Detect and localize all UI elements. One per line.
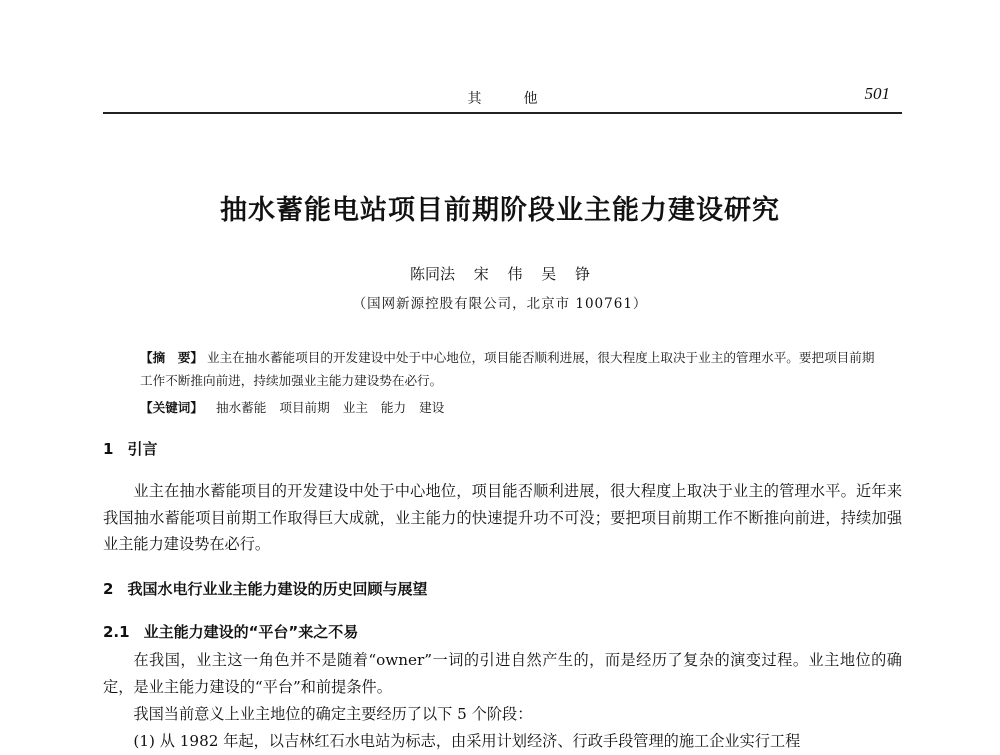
authors: 陈同法 宋 伟 吴 铮 — [409, 265, 591, 283]
paper-title: 抽水蓄能电站项目前期阶段业主能力建设研究 — [220, 195, 780, 226]
abstract — [140, 346, 875, 392]
keywords-text: 抽水蓄能 项目前期 业主 能力 建设 — [215, 400, 445, 415]
section-title: 引言 — [127, 440, 158, 458]
paragraph-2-1-b: 我国当前意义上业主地位的确定主要经历了以下 5 个阶段： — [133, 705, 533, 723]
running-head — [103, 84, 902, 112]
section-title: 我国水电行业业主能力建设的历史回顾与展望 — [127, 580, 428, 598]
section-number: 1 — [103, 440, 114, 458]
paragraph-intro: 业主在抽水蓄能项目的开发建设中处于中心地位，项目能否顺利进展，很大程度上取决于业主的管理水平。近年来我国抽水蓄能项目前期工作取得巨大成就，业主能力的快速提升功不可没；要把项目前期工作不断推向前进，持续加强业主能力建设势在必行。 — [103, 482, 902, 553]
paragraph-2-1-a: 在我国，业主这一角色并不是随着“owner”一词的引进自然产生的，而是经历了复杂的演变过程。业主地位的确定，是业主能力建设的“平台”和前提条件。 — [103, 651, 902, 696]
section-heading-1 — [103, 438, 157, 459]
header-rule — [103, 112, 902, 114]
abstract-text: 业主在抽水蓄能项目的开发建设中处于中心地位，项目能否顺利进展，很大程度上取决于业主的管理水平。要把项目前期工作不断推向前进，持续加强业主能力建设势在必行。 — [140, 350, 875, 388]
section-number: 2 — [103, 580, 114, 598]
keywords — [140, 397, 875, 416]
affiliation: （国网新源控股有限公司，北京市 100761） — [352, 296, 648, 312]
section-number: 2.1 — [103, 623, 130, 641]
paragraph-2-1-c: (1) 从 1982 年起，以吉林红石水电站为标志，由采用计划经济、行政手段管理的施工企业实行工程 — [133, 732, 801, 750]
section-heading-2 — [103, 578, 427, 599]
running-head-section: 其他 — [467, 91, 580, 107]
keywords-label: 【关键词】 — [140, 400, 203, 415]
abstract-label: 【摘 要】 — [140, 350, 203, 365]
page-number: 501 — [864, 84, 890, 103]
section-heading-2-1 — [103, 621, 358, 642]
section-title: 业主能力建设的“平台”来之不易 — [143, 623, 359, 641]
